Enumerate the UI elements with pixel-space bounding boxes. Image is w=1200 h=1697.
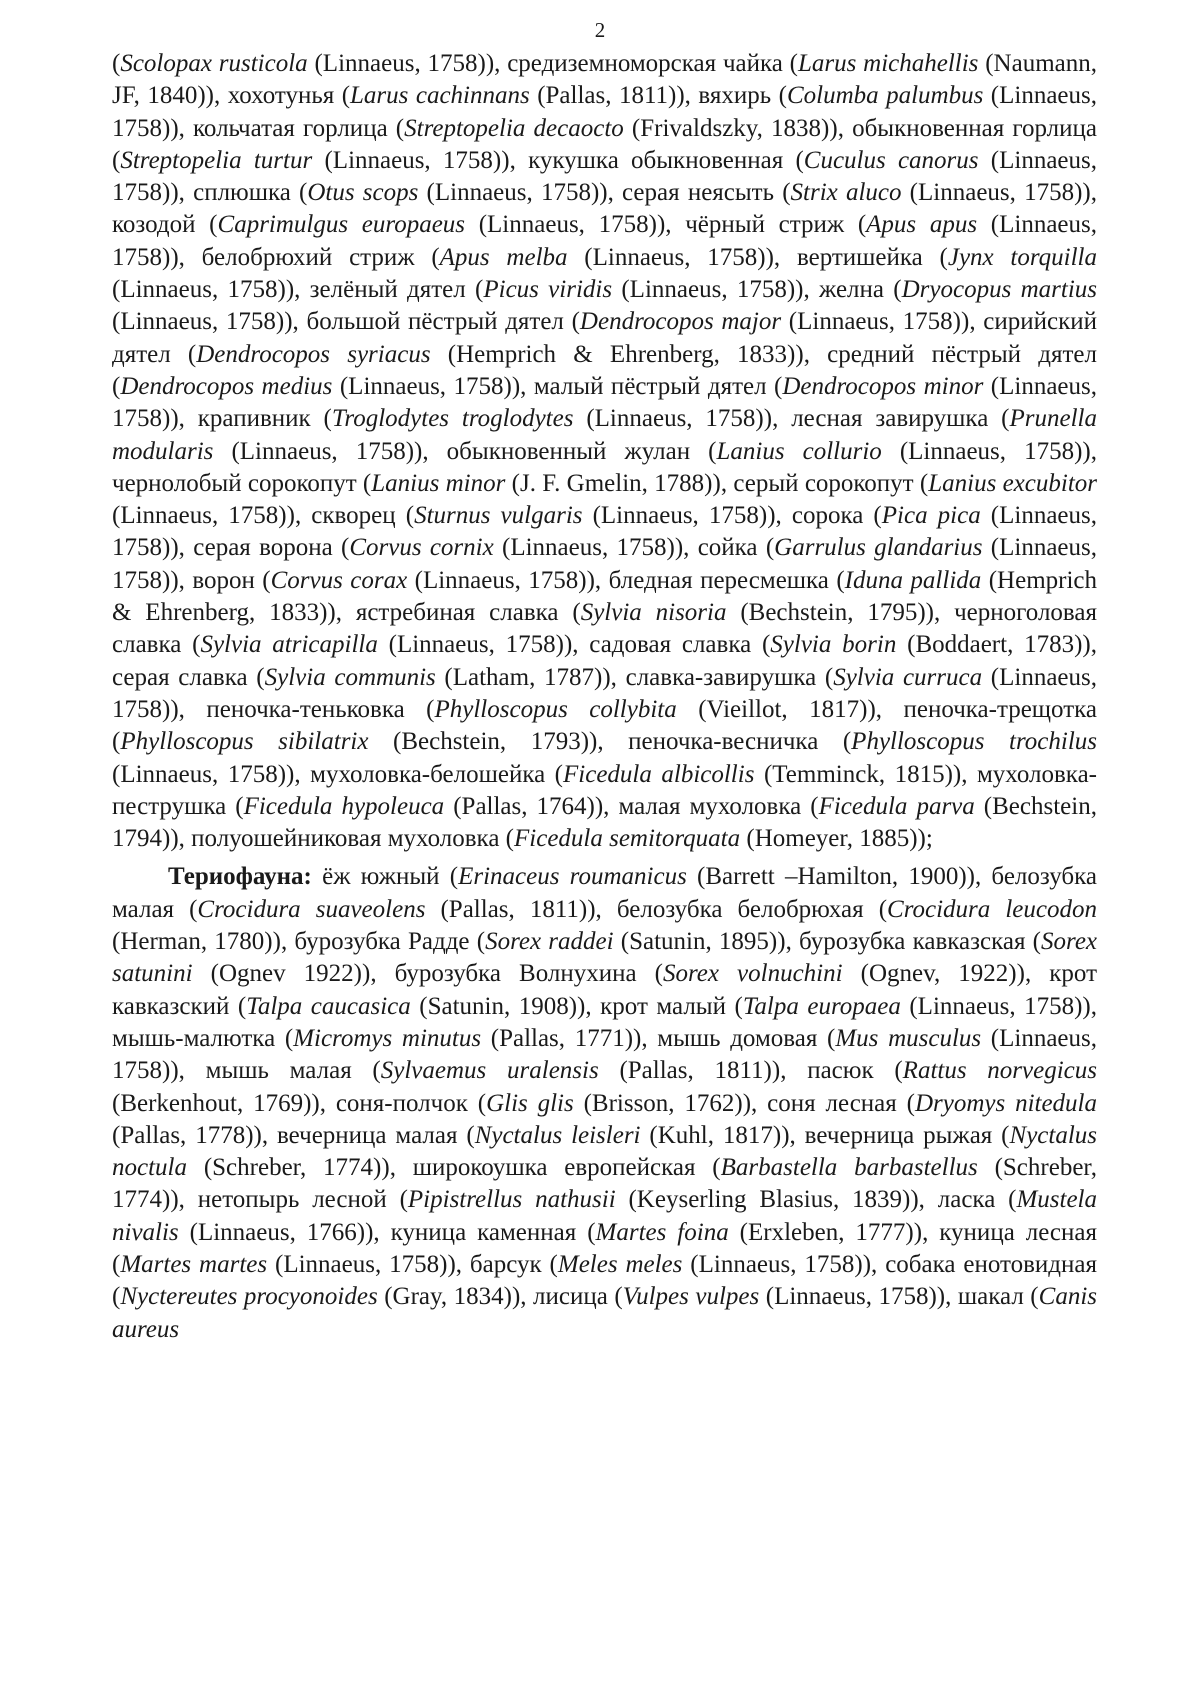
text-run: (Satunin, 1895)), бурозубка кавказская ( xyxy=(613,928,1042,956)
species-latin-name: Streptopelia decaocto xyxy=(404,114,624,142)
text-run: (Linnaeus, 1758)), серая ворона ( xyxy=(112,502,1098,562)
document-body xyxy=(112,48,1097,1346)
species-latin-name: Larus cachinnans xyxy=(350,82,530,110)
species-latin-name: Prunella modularis xyxy=(112,405,1097,465)
text-run: (Linnaeus, 1758)), кольчатая горлица ( xyxy=(112,82,1098,142)
text-run: (Bechstein, 1795)), черноголовая славка ( xyxy=(112,599,1097,659)
species-latin-name: Lanius collurio xyxy=(716,437,882,465)
text-run: (Latham, 1787)), славка-завирушка ( xyxy=(435,663,834,691)
paragraph-teriofauna xyxy=(112,861,1097,1345)
species-latin-name: Streptopelia turtur xyxy=(120,146,313,174)
text-run: (Ognev, 1922)), крот кавказский ( xyxy=(112,960,1097,1020)
text-run: (Pallas, 1771)), мышь домовая ( xyxy=(481,1024,836,1052)
text-run: (Satunin, 1908)), крот малый ( xyxy=(410,992,743,1020)
text-run: (Linnaeus, 1758)), мышь-малютка ( xyxy=(112,992,1097,1052)
species-latin-name: Phylloscopus sibilatrix xyxy=(120,728,369,756)
text-run: (Boddaert, 1783)), серая славка ( xyxy=(112,631,1098,691)
species-latin-name: Larus michahellis xyxy=(797,50,979,77)
species-latin-name: Rattus norvegicus xyxy=(902,1057,1097,1085)
text-run: (Schreber, 1774)), нетопырь лесной ( xyxy=(112,1154,1097,1214)
species-latin-name: Apus apus xyxy=(866,211,978,239)
text-run: (Linnaeus, 1758)), собака енотовидная ( xyxy=(112,1250,1097,1311)
species-latin-name: Sylvia curruca xyxy=(833,663,983,691)
species-latin-name: Troglodytes troglodytes xyxy=(331,405,574,433)
species-latin-name: Sorex satunini xyxy=(112,928,1098,988)
species-latin-name: Erinaceus roumanicus xyxy=(458,863,687,891)
text-run: (Linnaeus, 1758)), мышь малая ( xyxy=(112,1024,1098,1085)
species-latin-name: Sturnus vulgaris xyxy=(414,502,583,530)
text-run: (Linnaeus, 1758)), белобрюхий стриж ( xyxy=(112,211,1097,271)
text-run: (Schreber, 1774)), широкоушка европейская ( xyxy=(187,1154,721,1182)
species-latin-name: Martes martes xyxy=(120,1250,268,1278)
text-run: ( xyxy=(112,50,121,77)
paragraph-birds xyxy=(112,48,1097,855)
text-run: (Linnaeus, 1758)), мухоловка-белошейка ( xyxy=(112,760,564,788)
species-latin-name: Sylvia atricapilla xyxy=(200,631,378,659)
species-latin-name: Scolopax rusticola xyxy=(120,50,308,77)
text-run: (Kuhl, 1817)), вечерница рыжая ( xyxy=(640,1121,1010,1149)
text-run: (Linnaeus, 1758)), чёрный стриж ( xyxy=(465,211,867,239)
species-latin-name: Meles meles xyxy=(557,1250,683,1278)
species-latin-name: Phylloscopus collybita xyxy=(434,695,677,723)
species-latin-name: Mustela nivalis xyxy=(112,1186,1097,1246)
species-latin-name: Corvus corax xyxy=(270,566,408,594)
species-latin-name: Crocidura leucodon xyxy=(887,895,1097,923)
page-number: 2 xyxy=(594,18,606,42)
species-latin-name: Sorex volnuchini xyxy=(662,960,843,988)
species-latin-name: Picus viridis xyxy=(483,276,613,304)
text-run: (Naumann, JF, 1840)), хохотунья ( xyxy=(112,50,1097,110)
text-run: (Linnaeus, 1758)), крапивник ( xyxy=(112,372,1097,433)
species-latin-name: Jynx torquilla xyxy=(947,243,1097,271)
species-latin-name: Sylvia communis xyxy=(264,663,436,691)
species-latin-name: Crocidura suaveolens xyxy=(197,895,426,923)
text-run: (Pallas, 1778)), вечерница малая ( xyxy=(112,1121,475,1149)
species-latin-name: Nyctalus leisleri xyxy=(474,1121,641,1149)
text-run: (Linnaeus, 1758)), средиземноморская чайка ( xyxy=(307,50,798,77)
species-latin-name: Columba palumbus xyxy=(786,82,984,110)
species-latin-name: Pica pica xyxy=(881,502,981,530)
text-run: (Linnaeus, 1758)), лесная завирушка ( xyxy=(573,405,1010,433)
species-latin-name: Vulpes vulpes xyxy=(622,1283,760,1311)
species-latin-name: Corvus cornix xyxy=(349,534,494,562)
text-run: (Linnaeus, 1758)), козодой ( xyxy=(112,179,1097,239)
species-latin-name: Canis aureus xyxy=(112,1283,1097,1343)
species-latin-name: Talpa caucasica xyxy=(246,992,411,1020)
text-run: (Gray, 1834)), лисица ( xyxy=(377,1283,623,1311)
text-run: (Linnaeus, 1758)), сойка ( xyxy=(493,534,775,562)
species-latin-name: Dryocopus martius xyxy=(901,276,1097,304)
species-latin-name: Caprimulgus europaeus xyxy=(217,211,466,239)
species-latin-name: Glis glis xyxy=(486,1089,574,1117)
text-run: (Linnaeus, 1758)), шакал ( xyxy=(759,1283,1039,1311)
text-run: (Linnaeus, 1758)), кукушка обыкновенная ( xyxy=(312,146,804,174)
text-run: (Linnaeus, 1758)), желна ( xyxy=(612,276,902,304)
text-run: (Brisson, 1762)), соня лесная ( xyxy=(573,1089,915,1117)
text-run: (Linnaeus, 1758)), чернолобый сорокопут ( xyxy=(112,437,1097,497)
species-latin-name: Sorex raddei xyxy=(485,928,614,956)
species-latin-name: Garrulus glandarius xyxy=(774,534,983,562)
text-run: (Linnaeus, 1758)), садовая славка ( xyxy=(377,631,771,659)
text-run: (Homeyer, 1885)); xyxy=(740,825,933,853)
text-run: (Herman, 1780)), бурозубка Радде ( xyxy=(112,928,486,956)
text-run: (Pallas, 1811)), пасюк ( xyxy=(598,1057,903,1085)
species-latin-name: Ficedula hypoleuca xyxy=(243,792,445,820)
species-latin-name: Otus scops xyxy=(307,179,419,207)
text-run: (Linnaeus, 1758)), обыкновенный жулан ( xyxy=(213,437,717,465)
species-latin-name: Ficedula semitorquata xyxy=(514,825,741,853)
text-run: (Linnaeus, 1758)), малый пёстрый дятел ( xyxy=(332,372,783,400)
species-latin-name: Dryomys nitedula xyxy=(914,1089,1098,1117)
species-latin-name: Barbastella barbastellus xyxy=(720,1154,978,1182)
section-lead: Териофауна: xyxy=(168,863,312,891)
species-latin-name: Dendrocopos major xyxy=(579,308,782,336)
species-latin-name: Talpa europaea xyxy=(742,992,901,1020)
text-run: (Linnaeus, 1758)), сирийский дятел ( xyxy=(112,308,1097,368)
species-latin-name: Sylvaemus uralensis xyxy=(380,1057,599,1085)
species-latin-name: Ficedula albicollis xyxy=(563,760,755,788)
species-latin-name: Nyctereutes procyonoides xyxy=(120,1283,378,1311)
text-run: (Hemprich & Ehrenberg, 1833)), ястребиная славка ( xyxy=(112,566,1098,627)
species-latin-name: Ficedula parva xyxy=(818,792,975,820)
text-run: (Bechstein, 1793)), пеночка-весничка ( xyxy=(368,728,852,756)
text-run: (Linnaeus, 1758)), вертишейка ( xyxy=(567,243,948,271)
text-run: (Linnaeus, 1758)), скворец ( xyxy=(112,502,415,530)
species-latin-name: Strix aluco xyxy=(790,179,902,207)
species-latin-name: Dendrocopos minor xyxy=(782,372,984,400)
species-latin-name: Martes foina xyxy=(595,1218,729,1246)
species-latin-name: Mus musculus xyxy=(835,1024,982,1052)
text-run: (Frivaldszky, 1838)), обыкновенная горлица ( xyxy=(112,114,1097,174)
text-run: (Linnaeus, 1758)), бледная пересмешка ( xyxy=(407,566,845,594)
text-run: (Ognev 1922)), бурозубка Волнухина ( xyxy=(192,960,663,988)
species-latin-name: Nyctalus noctula xyxy=(112,1121,1098,1182)
text-run: (Pallas, 1811)), белозубка белобрюхая ( xyxy=(425,895,888,923)
text-run: ёж южный ( xyxy=(311,863,459,891)
text-run: (Temminck, 1815)), мухоловка-пеструшка ( xyxy=(112,760,1097,820)
text-run: (Linnaeus, 1758)), ворон ( xyxy=(112,534,1097,594)
text-run: (Linnaeus, 1758)), зелёный дятел ( xyxy=(112,276,484,304)
text-run: (Linnaeus, 1766)), куница каменная ( xyxy=(178,1218,596,1246)
species-latin-name: Phylloscopus trochilus xyxy=(851,728,1097,756)
species-latin-name: Iduna pallida xyxy=(844,566,982,594)
text-run: (Bechstein, 1794)), полуошейниковая мухоловка ( xyxy=(112,792,1097,853)
text-run: (Erxleben, 1777)), куница лесная ( xyxy=(112,1218,1098,1278)
text-run: (Pallas, 1811)), вяхирь ( xyxy=(529,82,787,110)
text-run: (Vieillot, 1817)), пеночка-трещотка ( xyxy=(112,695,1098,756)
text-run: (Berkenhout, 1769)), соня-полчок ( xyxy=(112,1089,487,1117)
species-latin-name: Lanius excubitor xyxy=(928,469,1097,497)
text-run: (J. F. Gmelin, 1788)), серый сорокопут ( xyxy=(505,469,929,497)
species-latin-name: Apus melba xyxy=(439,243,568,271)
text-run: (Linnaeus, 1758)), серая неясыть ( xyxy=(418,179,791,207)
text-run: (Linnaeus, 1758)), барсук ( xyxy=(267,1250,558,1278)
text-run: (Linnaeus, 1758)), пеночка-теньковка ( xyxy=(112,663,1097,723)
text-run: (Barrett –Hamilton, 1900)), белозубка малая ( xyxy=(112,863,1098,923)
text-run: (Linnaeus, 1758)), большой пёстрый дятел ( xyxy=(112,308,580,336)
text-run: (Keyserling Blasius, 1839)), ласка ( xyxy=(615,1186,1017,1214)
species-latin-name: Dendrocopos syriacus xyxy=(196,340,431,368)
text-run: (Hemprich & Ehrenberg, 1833)), средний пёстрый дятел ( xyxy=(112,340,1097,400)
text-run: (Linnaeus, 1758)), сорока ( xyxy=(582,502,882,530)
species-latin-name: Pipistrellus nathusii xyxy=(407,1186,616,1214)
species-latin-name: Dendrocopos medius xyxy=(120,372,333,400)
species-latin-name: Cuculus canorus xyxy=(803,146,979,174)
species-latin-name: Sylvia borin xyxy=(770,631,897,659)
species-latin-name: Lanius minor xyxy=(371,469,506,497)
species-latin-name: Sylvia nisoria xyxy=(580,599,727,627)
species-latin-name: Micromys minutus xyxy=(293,1024,482,1052)
text-run: (Pallas, 1764)), малая мухоловка ( xyxy=(444,792,819,820)
text-run: (Linnaeus, 1758)), сплюшка ( xyxy=(112,146,1097,207)
